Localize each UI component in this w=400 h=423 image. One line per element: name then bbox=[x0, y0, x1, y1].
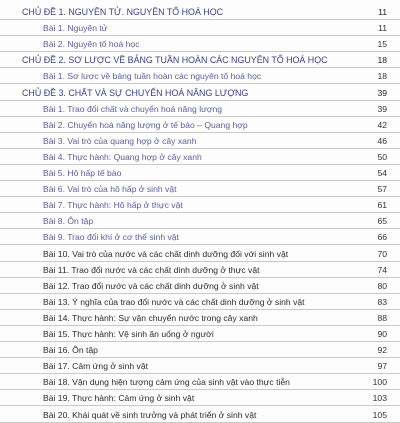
toc-page-number: 15 bbox=[377, 39, 387, 50]
toc-lesson-title: Bài 8. Ôn tập bbox=[43, 216, 94, 227]
toc-page-number: 65 bbox=[377, 216, 387, 227]
toc-lesson-title: Bài 16. Ôn tập bbox=[43, 345, 98, 356]
toc-lesson-title: Bài 11. Trao đổi nước và các chất dinh dưỡng ở thực vật bbox=[43, 264, 260, 275]
toc-lesson-row[interactable] bbox=[0, 407, 400, 423]
toc-lesson-row[interactable] bbox=[0, 101, 400, 117]
toc-lesson-row[interactable] bbox=[0, 165, 400, 181]
toc-lesson-title: Bài 4. Thực hành: Quang hợp ở cây xanh bbox=[43, 151, 202, 162]
toc-page-number: 61 bbox=[377, 200, 387, 211]
toc-lesson-row[interactable] bbox=[0, 68, 400, 84]
toc-lesson-title: Bài 15. Thực hành: Vệ sinh ăn uống ở người bbox=[43, 329, 214, 339]
toc-page-number: 18 bbox=[377, 55, 387, 66]
toc-lesson-row[interactable] bbox=[0, 36, 400, 52]
toc-lesson-row[interactable] bbox=[0, 133, 400, 149]
toc-page-number: 39 bbox=[377, 87, 387, 98]
toc-lesson-title: Bài 7. Thực hành: Hô hấp ở thực vật bbox=[43, 200, 183, 211]
toc-page-number: 103 bbox=[372, 393, 387, 404]
toc-lesson-row[interactable] bbox=[0, 262, 400, 278]
toc-lesson-title: Bài 19. Thực hành: Cảm ứng ở sinh vật bbox=[43, 393, 195, 404]
toc-chapter-row[interactable] bbox=[0, 4, 400, 20]
toc-lesson-row[interactable] bbox=[0, 229, 400, 245]
toc-lesson-title: Bài 2. Chuyển hoá năng lượng ở tế bào – Quang hợp bbox=[43, 119, 248, 130]
toc-page-number: 100 bbox=[372, 377, 387, 388]
toc-lesson-row[interactable] bbox=[0, 278, 400, 294]
toc-lesson-row[interactable] bbox=[0, 310, 400, 326]
toc-lesson-row[interactable] bbox=[0, 246, 400, 262]
toc-page-number: 50 bbox=[377, 151, 387, 162]
toc-lesson-row[interactable] bbox=[0, 390, 400, 406]
toc-page-number: 97 bbox=[377, 361, 387, 372]
toc-lesson-title: Bài 14. Thực hành: Sự vận chuyển nước trong cây xanh bbox=[43, 312, 258, 323]
toc-lesson-title: Bài 5. Hô hấp tế bào bbox=[43, 168, 122, 178]
toc-lesson-row[interactable] bbox=[0, 374, 400, 390]
toc-lesson-row[interactable] bbox=[0, 213, 400, 229]
toc-chapter-title: CHỦ ĐỀ 1. NGUYÊN TỬ. NGUYÊN TỐ HOÁ HỌC bbox=[22, 7, 224, 17]
toc-page-number: 57 bbox=[377, 184, 387, 195]
toc-chapter-row[interactable] bbox=[0, 85, 400, 101]
toc-page-number: 42 bbox=[377, 119, 387, 130]
toc-lesson-title: Bài 1. Trao đổi chất và chuyển hoá năng lượng bbox=[43, 103, 223, 114]
toc-lesson-title: Bài 17. Cảm ứng ở sinh vật bbox=[43, 361, 149, 372]
toc-chapter-title: CHỦ ĐỀ 2. SƠ LƯỢC VỀ BẢNG TUẦN HOÀN CÁC NGUYÊN TỐ HOÁ HỌC bbox=[22, 55, 328, 66]
toc-lesson-title: Bài 3. Vai trò của quang hợp ở cây xanh bbox=[43, 135, 197, 146]
toc-lesson-row[interactable] bbox=[0, 326, 400, 342]
toc-chapter-title: CHỦ ĐỀ 3. CHẤT VÀ SỰ CHUYỂN HOÁ NĂNG LƯỢNG bbox=[22, 87, 249, 98]
toc-lesson-title: Bài 1. Sơ lược về bảng tuần hoàn các nguyên tố hoá học bbox=[43, 71, 262, 82]
toc-lesson-title: Bài 6. Vai trò của hô hấp ở sinh vật bbox=[43, 184, 177, 195]
toc-page-number: 46 bbox=[377, 135, 387, 146]
toc-page-number: 11 bbox=[378, 23, 387, 34]
toc-lesson-row[interactable] bbox=[0, 197, 400, 213]
toc-page-number: 80 bbox=[377, 280, 387, 291]
toc-page-number: 92 bbox=[377, 345, 387, 356]
toc-page-number: 88 bbox=[377, 312, 387, 323]
toc-page-number: 66 bbox=[377, 232, 387, 243]
toc-page-number: 39 bbox=[377, 103, 387, 114]
toc-lesson-row[interactable] bbox=[0, 149, 400, 165]
toc-lesson-row[interactable] bbox=[0, 117, 400, 133]
toc-page-number: 70 bbox=[377, 248, 387, 259]
toc-page-number: 54 bbox=[377, 168, 387, 178]
toc-lesson-title: Bài 20. Khái quát về sinh trưởng và phát triển ở sinh vật bbox=[43, 409, 257, 420]
toc-lesson-title: Bài 13. Ý nghĩa của trao đổi nước và các chất dinh dưỡng ở sinh vật bbox=[43, 296, 305, 307]
toc-chapter-row[interactable] bbox=[0, 52, 400, 68]
toc-lesson-row[interactable] bbox=[0, 358, 400, 374]
toc-page-number: 11 bbox=[378, 7, 387, 17]
toc-lesson-title: Bài 12. Trao đổi nước và các chất dinh dưỡng ở sinh vật bbox=[43, 280, 259, 291]
toc-page-number: 90 bbox=[377, 329, 387, 339]
toc-page-number: 83 bbox=[377, 296, 387, 307]
toc-lesson-title: Bài 10. Vai trò của nước và các chất dinh dưỡng đối với sinh vật bbox=[43, 248, 289, 259]
toc-lesson-title: Bài 18. Vận dụng hiện tượng cảm ứng của sinh vật vào thực tiễn bbox=[43, 377, 290, 388]
toc-page-number: 105 bbox=[372, 409, 387, 420]
toc-lesson-title: Bài 2. Nguyên tố hoá học bbox=[43, 39, 140, 50]
toc-lesson-row[interactable] bbox=[0, 20, 400, 36]
toc-lesson-row[interactable] bbox=[0, 342, 400, 358]
toc-lesson-row[interactable] bbox=[0, 181, 400, 197]
toc-page-number: 18 bbox=[377, 71, 387, 82]
toc-lesson-title: Bài 9. Trao đổi khí ở cơ thể sinh vật bbox=[43, 232, 179, 243]
toc-lesson-title: Bài 1. Nguyên tử bbox=[43, 23, 108, 34]
toc-page-number: 74 bbox=[377, 264, 387, 275]
toc-lesson-row[interactable] bbox=[0, 294, 400, 310]
